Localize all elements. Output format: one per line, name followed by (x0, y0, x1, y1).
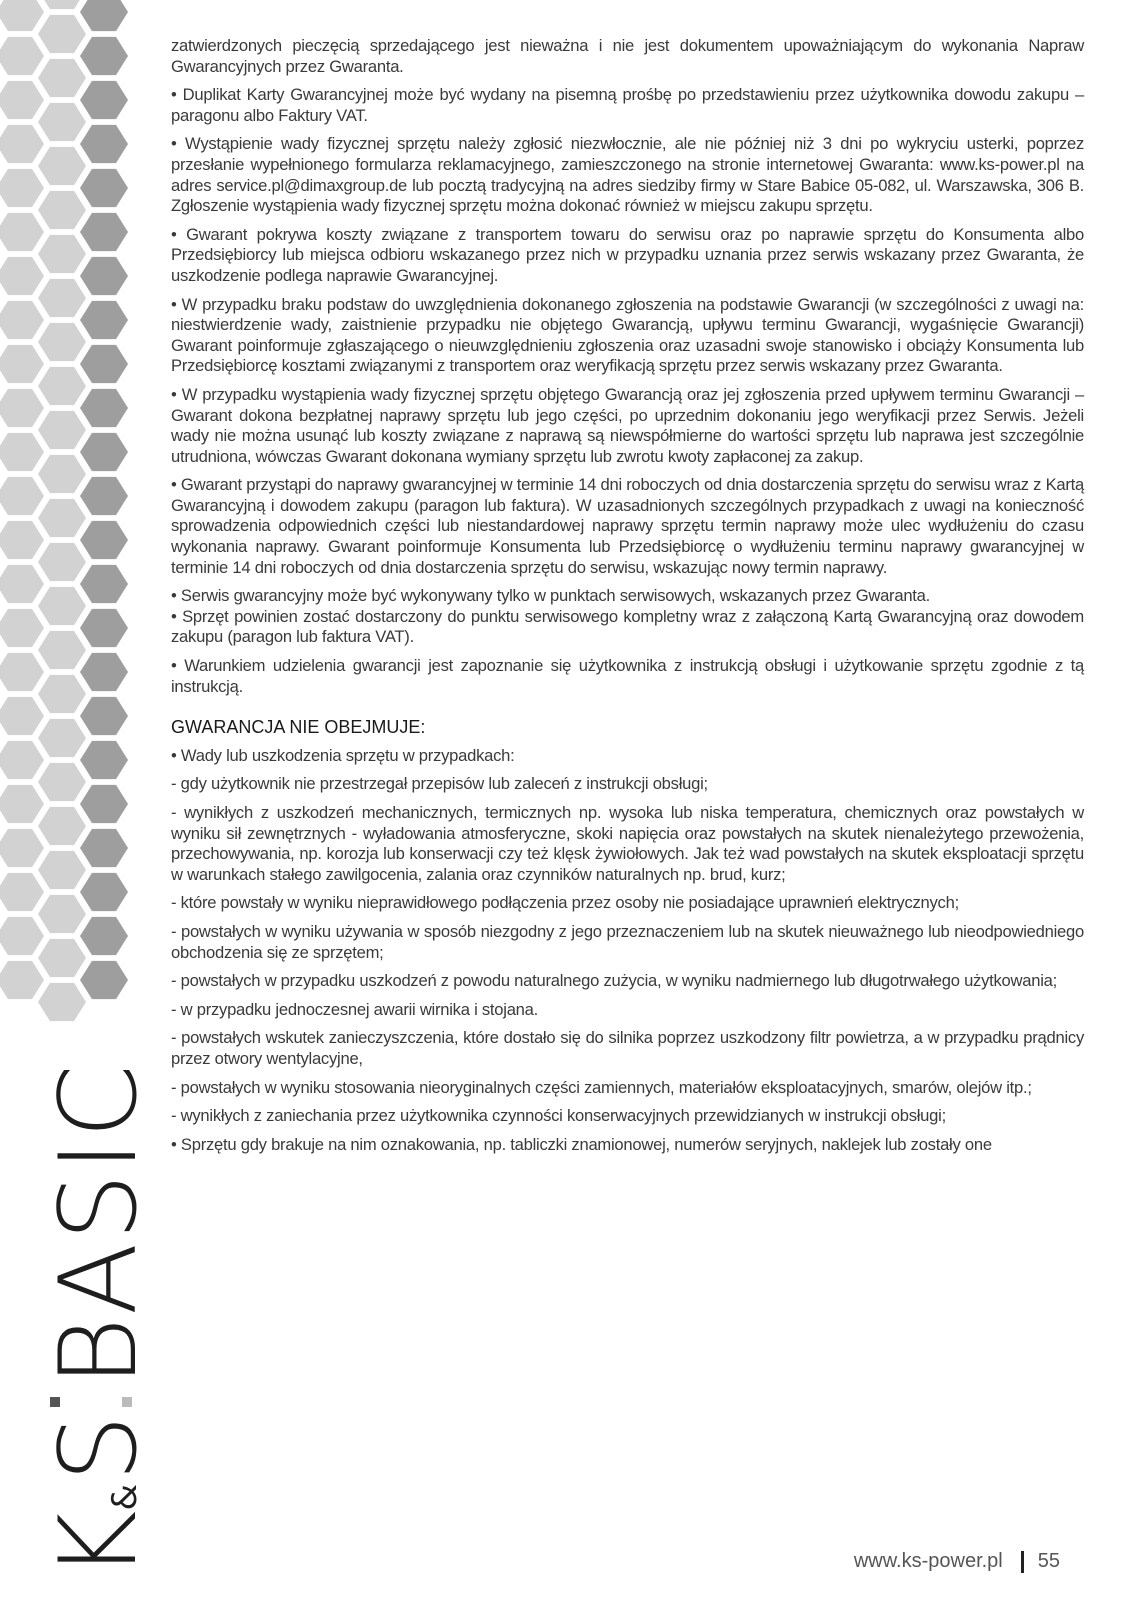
hexagon-shape (0, 37, 44, 75)
separator-block-top (50, 1397, 60, 1407)
exclusion-item: - gdy użytkownik nie przestrzegał przepisów lub zaleceń z instrukcji obsługi; (171, 774, 708, 794)
hexagon-shape (38, 279, 86, 317)
exclusion-item: - wynikłych z zaniechania przez użytkownika czynności konserwacyjnych przewidzianych w instrukcji obsługi; (171, 1106, 946, 1126)
exclusion-item: • Wady lub uszkodzenia sprzętu w przypadkach: (171, 745, 515, 765)
hexagon-shape (38, 719, 86, 757)
hexagon-shape (38, 411, 86, 449)
hexagon-shape (38, 895, 86, 933)
hexagon-shape (0, 0, 44, 31)
hexagon-shape (0, 213, 44, 251)
hexagon-shape (38, 191, 86, 229)
hexagon-shape (38, 763, 86, 801)
hexagon-shape (80, 521, 128, 559)
exclusion-item: - powstałych w wyniku używania w sposób niezgodny z jego przeznaczeniem lub na skutek nieuważnego lub nieodpowiedniego obchodzenia się ze sprzętem; (171, 921, 1084, 962)
hexagon-shape (80, 697, 128, 735)
paragraph-10: • Warunkiem udzielenia gwarancji jest zapoznanie się użytkownika z instrukcją obsługi i użytkowanie sprzętu zgodnie z tą instrukcją. (171, 656, 1084, 696)
hexagon-shape (0, 741, 44, 779)
hexagon-shape (0, 169, 44, 207)
hexagon-shape (38, 939, 86, 977)
hexagon-shape (0, 785, 44, 823)
hexagon-shape (0, 873, 44, 911)
hexagon-shape (80, 301, 128, 339)
exclusion-item: - powstałych w przypadku uszkodzeń z powodu naturalnego zużycia, w wyniku nadmiernego lub długotrwałego użytkowania; (171, 971, 1058, 991)
hexagon-shape (80, 785, 128, 823)
section-heading: GWARANCJA NIE OBEJMUJE: (171, 717, 426, 738)
exclusion-item: - powstałych wskutek zanieczyszczenia, które dostało się do silnika poprzez uszkodzony filtr powietrza, a w przypadku prądnicy przez otwory wentylacyjne, (171, 1028, 1084, 1068)
hexagon-shape (80, 829, 128, 867)
hexagon-shape (38, 147, 86, 185)
hexagon-shape (80, 873, 128, 911)
hexagon-shape (0, 961, 44, 999)
hexagon-shape (80, 653, 128, 691)
paragraph-2: • Duplikat Karty Gwarancyjnej może być wydany na pisemną prośbę po przedstawieniu przez użytkownika dowodu zakupu – paragonu albo Faktury VAT. (171, 85, 1084, 125)
hexagon-shape (38, 103, 86, 141)
page-footer (854, 1550, 1060, 1573)
hexagon-shape (38, 0, 86, 9)
hexagon-shape (38, 59, 86, 97)
hexagon-shape (38, 235, 86, 273)
paragraph-7: • Gwarant przystąpi do naprawy gwarancyjnej w terminie 14 dni roboczych od dnia dostarczenia sprzętu do serwisu wraz z Kartą Gwarancyjną i dowodem zakupu (paragon lub faktura). W uzasadnionych szczególnych przypadkach z uwagi na konieczność sprowadzenia odpowiednich części lub niestandardowej naprawy sprzętu termin naprawy może ulec wydłużeniu do czasu wykonania naprawy. Gwarant poinformuje Konsumenta lub Przedsiębiorcę o wydłużeniu terminu naprawy gwarancyjnej w terminie 14 dni roboczych od dnia dostarczenia sprzętu do serwisu, wskazując nowy termin naprawy. (171, 475, 1084, 577)
brand-s: S (37, 1416, 160, 1482)
hexagon-shape (80, 37, 128, 75)
paragraph-9: • Sprzęt powinien zostać dostarczony do punktu serwisowego kompletny wraz z załączoną Kartą Gwarancyjną oraz dowodem zakupu (paragon lub faktura VAT). (171, 606, 1084, 647)
hexagon-shape (38, 543, 86, 581)
hexagon-shape (80, 213, 128, 251)
hexagon-shape (38, 323, 86, 361)
hexagon-shape (0, 81, 44, 119)
paragraph-4: • Gwarant pokrywa koszty związane z transportem towaru do serwisu oraz po naprawie sprzętu do Konsumenta albo Przedsiębiorcy lub miejsca odbioru wskazanego przez nich w przypadku uznania przez serwis wskazany przez Gwaranta, że uszkodzenie podlega naprawie Gwarancyjnej. (171, 224, 1084, 285)
hexagon-shape (0, 433, 44, 471)
exclusion-item: - które powstały w wyniku nieprawidłowego podłączenia przez osoby nie posiadające uprawnień elektrycznych; (171, 893, 959, 913)
page-number: 55 (1037, 1550, 1060, 1572)
paragraph-8: • Serwis gwarancyjny może być wykonywany tylko w punktach serwisowych, wskazanych przez Gwaranta. (171, 586, 930, 606)
brand-separator (50, 1397, 132, 1407)
exclusion-item: - wynikłych z uszkodzeń mechanicznych, termicznych np. wysoka lub niska temperatura, chemicznych oraz powstałych w wyniku sił zewnętrznych - wyładowania atmosferyczne, skoki napięcia oraz powstałych na skutek nienależytego przewożenia, przechowywania, np. korozja lub konserwacji czy też klęsk żywiołowych. Jak też wad powstałych na skutek eksploatacji sprzętu w warunkach stałego zawilgocenia, zalania oraz czynników naturalnych np. brud, kurz; (171, 803, 1084, 884)
hexagon-shape (38, 807, 86, 845)
hexagon-shape (38, 455, 86, 493)
separator-block-bottom (122, 1397, 132, 1407)
hexagon-shape (0, 257, 44, 295)
brand-ampersand: & (105, 1483, 145, 1511)
hexagon-shape (0, 125, 44, 163)
exclusion-item: - powstałych w wyniku stosowania nieoryginalnych części zamiennych, materiałów eksploatacyjnych, smarów, olejów itp.; (171, 1077, 1032, 1097)
hexagon-shape (0, 301, 44, 339)
hexagon-shape (80, 477, 128, 515)
hexagon-shape (80, 81, 128, 119)
hexagon-shape (0, 477, 44, 515)
document-body (171, 36, 1084, 1163)
brand-basic: BASIC (37, 1062, 160, 1387)
brand-k: K (37, 1512, 160, 1580)
hexagon-shape (0, 565, 44, 603)
hexagon-shape (80, 961, 128, 999)
paragraph-5: • W przypadku braku podstaw do uwzględnienia dokonanego zgłoszenia na podstawie Gwarancji (w szczególności z uwagi na: niestwierdzenie wady, zaistnienie przypadku nie objętego Gwarancją, upływu terminu Gwarancji, wygaśnięcie Gwarancji) Gwarant poinformuje zgłaszającego o nieuwzględnieniu zgłoszenia oraz uzasadni swoje stanowisko i obciąży Konsumenta lub Przedsiębiorcę kosztami związanymi z transportem oraz weryfikacją sprzętu przez serwis wskazany przez Gwaranta. (171, 294, 1084, 376)
hexagon-shape (80, 0, 128, 31)
footer-url: www.ks-power.pl (853, 1550, 1003, 1572)
hexagon-shape (0, 829, 44, 867)
hexagon-shape (38, 367, 86, 405)
hexagon-shape (80, 257, 128, 295)
hexagon-shape (80, 565, 128, 603)
hexagon-shape (38, 587, 86, 625)
hexagon-shape (38, 675, 86, 713)
hexagon-shape (0, 653, 44, 691)
hexagon-shape (80, 389, 128, 427)
paragraph-1: zatwierdzonych pieczęcią sprzedającego jest nieważna i nie jest dokumentem upoważniającym do wykonania Napraw Gwarancyjnych przez Gwaranta. (171, 36, 1084, 76)
hexagon-shape (38, 499, 86, 537)
hexagon-shape (0, 345, 44, 383)
brand-logo-text (37, 1062, 160, 1580)
hexagon-shape (38, 983, 86, 1021)
hexagon-shape (38, 851, 86, 889)
exclusion-item: - w przypadku jednoczesnej awarii wirnika i stojana. (171, 999, 538, 1019)
exclusion-item: • Sprzętu gdy brakuje na nim oznakowania, np. tabliczki znamionowej, numerów seryjnych, naklejek lub zostały one (171, 1134, 992, 1154)
hexagon-shape (80, 609, 128, 647)
hexagon-shape (0, 917, 44, 955)
paragraph-6: • W przypadku wystąpienia wady fizycznej sprzętu objętego Gwarancją oraz jej zgłoszenia przed upływem terminu Gwarancji – Gwarant dokona bezpłatnej naprawy sprzętu lub jego części, po uprzednim dokonaniu jego weryfikacji przez Serwis. Jeżeli wady nie można usunąć lub koszty związane z naprawą są niewspółmierne do wartości sprzętu lub naprawa jest szczególnie utrudniona, wówczas Gwarant dokonana wymiany sprzętu lub zwrotu kwoty zapłaconej za zakup. (171, 384, 1084, 466)
sidebar-decoration (0, 0, 160, 1600)
hexagon-shape (80, 169, 128, 207)
hexagon-shape (80, 345, 128, 383)
hexagon-shape (80, 433, 128, 471)
hexagon-shape (0, 697, 44, 735)
hexagon-shape (80, 917, 128, 955)
brand-logo (30, 1020, 160, 1580)
hexagon-shape (38, 15, 86, 53)
paragraph-3: • Wystąpienie wady fizycznej sprzętu należy zgłosić niezwłocznie, ale nie później niż 3 dni po wykryciu usterki, poprzez przesłanie wypełnionego formularza reklamacyjnego, zamieszczonego na stronie internetowej Gwaranta: www.ks-power.pl na adres service.pl@dimaxgroup.de lub pocztą tradycyjną na adres siedziby firmy w Stare Babice 05-082, ul. Warszawska, 306 B. Zgłoszenie wystąpienia wady fizycznej sprzętu można dokonać również w miejscu zakupu sprzętu. (171, 134, 1084, 216)
hexagon-shape (38, 631, 86, 669)
footer-divider (1021, 1551, 1024, 1573)
hexagon-shape (80, 125, 128, 163)
hexagon-shape (0, 389, 44, 427)
hexagon-shape (80, 741, 128, 779)
hexagon-pattern (0, 0, 140, 1020)
hexagon-shape (0, 609, 44, 647)
hexagon-shape (0, 521, 44, 559)
